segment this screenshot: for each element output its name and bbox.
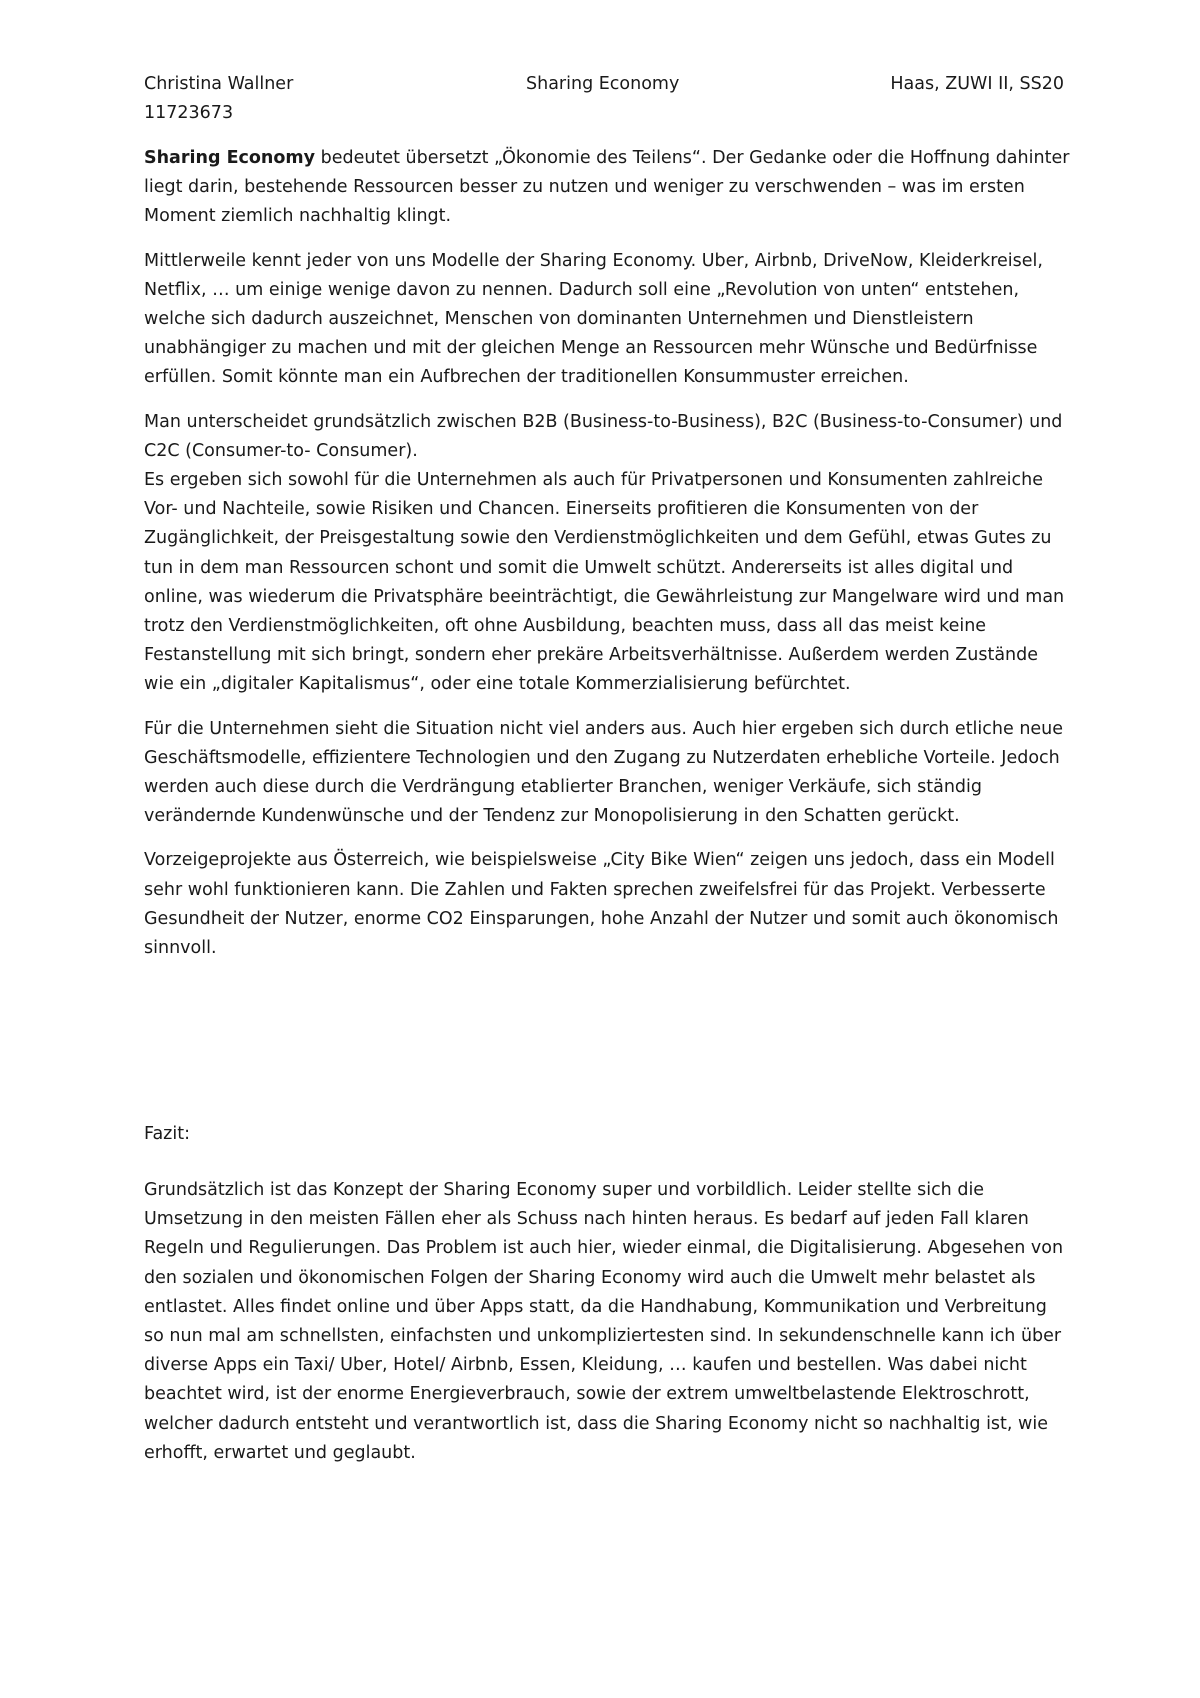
paragraph-intro [144,144,1070,232]
student-id: 11723673 [144,103,234,123]
paragraph-models: Mittlerweile kennt jeder von uns Modelle der Sharing Economy. Uber, Airbnb, DriveNow, Kleiderkreisel, Netflix, … um einige wenige davon zu nennen. Dadurch soll eine „Revolution von unten“ entstehen, welche sich dadurch auszeichnet, Menschen von dominanten Unternehmen und Dienstleistern unabhängiger zu machen und mit der gleichen Menge an Ressourcen mehr Wünsche und Bedürfnisse erfüllen. Somit könnte man ein Aufbrechen der traditionellen Konsummuster erreichen. [144,250,1043,388]
conclusion-section [144,1176,1070,1468]
paragraph-example: Vorzeigeprojekte aus Österreich, wie beispielsweise „City Bike Wien“ zeigen uns jedoch, dass ein Modell sehr wohl funktionieren kann. Die Zahlen und Fakten sprechen zweifelsfrei für das Projekt. Verbesserte Gesundheit der Nutzer, enorme CO2 Einsparungen, hohe Anzahl der Nutzer und somit auch ökonomisch sinnvoll. [144,850,1059,959]
paragraph-pros-cons: Es ergeben sich sowohl für die Unternehmen als auch für Privatpersonen und Konsumenten zahlreiche Vor- und Nachteile, sowie Risiken und Chancen. Einerseits profitieren die Konsumenten von der Zugänglichkeit, der Preisgestaltung sowie den Verdienstmöglichkeiten und dem Gefühl, etwas Gutes zu tun in dem man Ressourcen schont und somit die Umwelt schützt. Andererseits ist alles digital und online, was wiederum die Privatsphäre beeinträchtigt, die Gewährleistung zur Mangelware wird und man trotz den Verdienstmöglichkeiten, oft ohne Ausbildung, beachten muss, dass all das meist keine Festanstellung mit sich bringt, sondern eher prekäre Arbeitsverhältnisse. Außerdem werden Zustände wie ein „digitaler Kapitalismus“, oder eine totale Kommerzialisierung befürchtet. [144,470,1065,695]
paragraph-companies: Für die Unternehmen sieht die Situation nicht viel anders aus. Auch hier ergeben sich durch etliche neue Geschäftsmodelle, effizientere Technologien und den Zugang zu Nutzerdaten erhebliche Vorteile. Jedoch werden auch diese durch die Verdrängung etablierter Branchen, weniger Verkäufe, sich ständig verändernde Kundenwünsche und der Tendenz zur Monopolisierung in den Schatten gerückt. [144,718,1064,827]
author-name: Christina Wallner [144,74,294,94]
intro-bold-term: Sharing Economy [144,148,316,168]
header-title [526,70,679,99]
page-header [144,70,1064,130]
fazit-heading: Fazit: [144,1124,190,1144]
paragraph-conclusion: Grundsätzlich ist das Konzept der Sharing Economy super und vorbildlich. Leider stellte sich die Umsetzung in den meisten Fällen eher als Schuss nach hinten heraus. Es bedarf auf jeden Fall klaren Regeln und Regulierungen. Das Problem ist auch hier, wieder einmal, die Digitalisierung. Abgesehen von den sozialen und ökonomischen Folgen der Sharing Economy wird auch die Umwelt mehr belastet als entlastet. Alles findet online und über Apps statt, da die Handhabung, Kommunikation und Verbreitung so nun mal am schnellsten, einfachsten und unkompliziertesten sind. In sekundenschnelle kann ich über diverse Apps ein Taxi/ Uber, Hotel/ Airbnb, Essen, Kleidung, … kaufen und bestellen. Was dabei nicht beachtet wird, ist der enorme Energieverbrauch, sowie der extrem umweltbelastende Elektroschrott, welcher dadurch entsteht und verantwortlich ist, dass die Sharing Economy nicht so nachhaltig ist, wie erhofft, erwartet und geglaubt. [144,1180,1064,1463]
document-title: Sharing Economy [526,74,680,94]
header-left [144,70,293,128]
header-right [890,70,1064,99]
paragraph-types: Man unterscheidet grundsätzlich zwischen B2B (Business-to-Business), B2C (Business-to-Consumer) und C2C (Consumer-to- Consumer). [144,411,1063,461]
document-body [144,144,1070,978]
course-info: Haas, ZUWI II, SS20 [890,74,1064,94]
intro-text: bedeutet übersetzt „Ökonomie des Teilens“. Der Gedanke oder die Hoffnung dahinter liegt darin, bestehende Ressourcen besser zu nutzen und weniger zu verschwenden – was im ersten Moment ziemlich nachhaltig klingt. [144,148,1070,227]
